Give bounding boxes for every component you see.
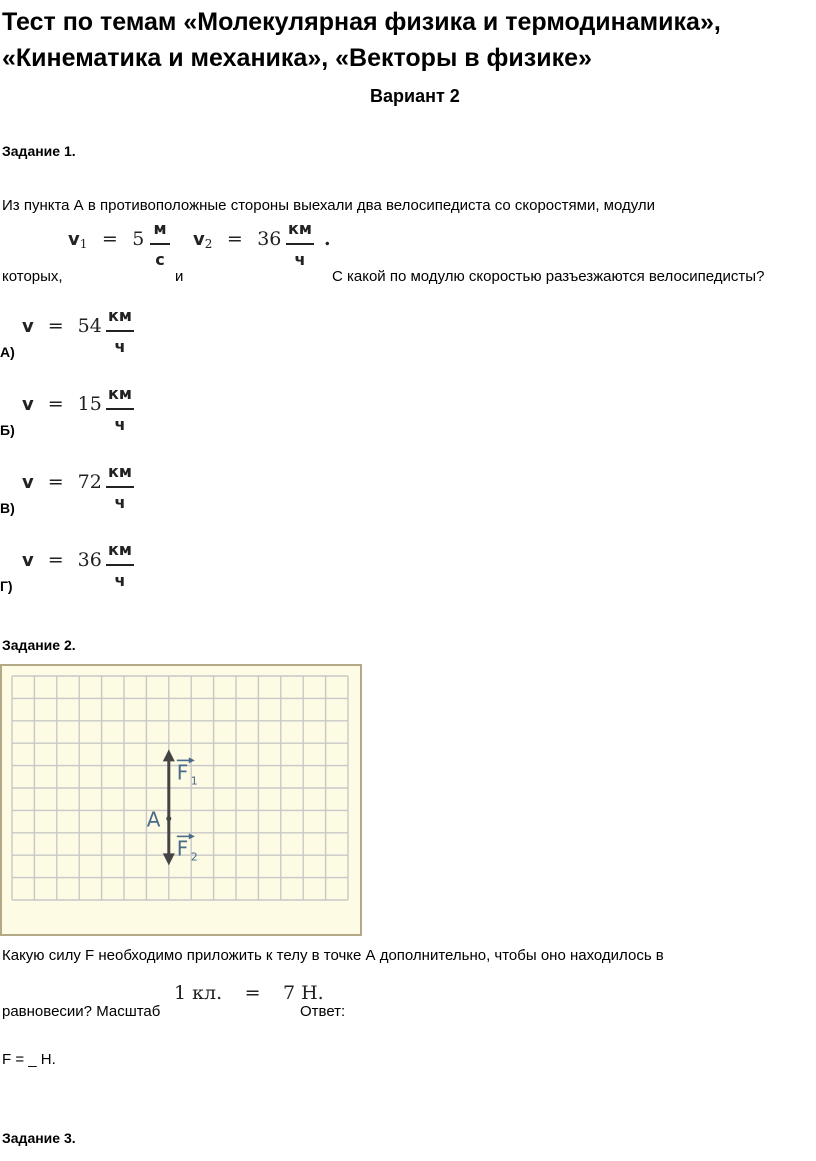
scale-equals: = (244, 982, 261, 1004)
option-value: 54 (77, 315, 102, 337)
option-equals: = (47, 315, 64, 337)
f1-label: F (176, 760, 189, 785)
option-label: Г) (0, 578, 13, 594)
v2-trailing-dot: . (324, 228, 331, 250)
task-1-text-line-1: Из пункта А в противоположные стороны выехали два велосипедиста со скоростями, модули (2, 197, 656, 214)
option-formula (22, 549, 102, 571)
task-1-and-text: и (175, 268, 184, 285)
option-formula (22, 315, 102, 337)
option-unit-fraction (106, 383, 134, 436)
point-a-dot (166, 816, 171, 821)
option-unit-denominator: ч (114, 336, 126, 356)
option-formula (22, 471, 102, 493)
option-fraction-bar (106, 330, 134, 332)
option-value: 15 (77, 393, 102, 415)
force-diagram-svg (0, 664, 362, 936)
option-symbol: v (22, 472, 34, 493)
title-line-1: Тест по темам «Молекулярная физика и термодинамика», (2, 8, 721, 36)
task-3-heading: Задание 3. (2, 1130, 76, 1146)
option-unit-numerator: км (108, 306, 132, 325)
point-a-label: A (146, 807, 161, 832)
f2-label: F (176, 836, 189, 861)
v1-subscript: 1 (79, 237, 88, 251)
option-unit-numerator: км (108, 540, 132, 559)
force-diagram (0, 664, 362, 936)
v1-equals: = (101, 228, 118, 250)
option-unit-fraction (106, 461, 134, 514)
answer-template: F = _ Н. (2, 1051, 56, 1068)
v1-unit-numerator: м (153, 219, 167, 238)
v1-unit-fraction (150, 218, 170, 271)
option-symbol: v (22, 394, 34, 415)
task-1-question: С какой по модулю скоростью разъезжаются велосипедисты? (332, 268, 765, 285)
v2-subscript: 2 (204, 237, 213, 251)
answer-label: Ответ: (300, 1003, 346, 1020)
diagram-frame (1, 665, 361, 935)
option-unit-numerator: км (108, 462, 132, 481)
option-unit-denominator: ч (114, 570, 126, 590)
option-label: А) (0, 344, 15, 360)
formula-v2 (193, 228, 281, 251)
f2-label-subscript: 2 (190, 850, 198, 864)
v2-equals: = (226, 228, 243, 250)
option-unit-fraction (106, 539, 134, 592)
task-2-heading: Задание 2. (2, 637, 76, 653)
variant-heading: Вариант 2 (370, 86, 460, 106)
option-value: 36 (77, 549, 102, 571)
option-value: 72 (77, 471, 102, 493)
option-symbol: v (22, 316, 34, 337)
option-label: Б) (0, 422, 15, 438)
task-2-question-line-2: равновесии? Масштаб (2, 1003, 161, 1020)
task-1-heading: Задание 1. (2, 143, 76, 159)
v1-symbol: v (68, 229, 80, 250)
v1-value: 5 (132, 228, 145, 250)
option-unit-numerator: км (108, 384, 132, 403)
v2-symbol: v (193, 229, 205, 250)
option-equals: = (47, 393, 64, 415)
scale-left: 1 кл. (174, 982, 223, 1004)
task-1-which-text: которых, (2, 268, 63, 285)
scale-formula (174, 982, 324, 1004)
title-line-2: «Кинематика и механика», «Векторы в физике» (2, 44, 592, 72)
v2-fraction-bar (286, 243, 314, 245)
v2-unit-fraction (286, 218, 314, 271)
option-fraction-bar (106, 486, 134, 488)
option-unit-fraction (106, 305, 134, 358)
option-formula (22, 393, 102, 415)
v2-unit-denominator: ч (294, 249, 306, 269)
scale-right: 7 Н. (282, 982, 324, 1004)
f1-label-subscript: 1 (190, 774, 198, 788)
v2-unit-numerator: км (288, 219, 312, 238)
v2-value: 36 (257, 228, 282, 250)
v1-fraction-bar (150, 243, 170, 245)
option-fraction-bar (106, 408, 134, 410)
task-2-question-line-1: Какую силу F необходимо приложить к телу в точке А дополнительно, чтобы оно находилось в (2, 947, 664, 964)
option-unit-denominator: ч (114, 414, 126, 434)
option-label: В) (0, 500, 15, 516)
option-symbol: v (22, 550, 34, 571)
v1-unit-denominator: с (155, 249, 165, 269)
option-equals: = (47, 471, 64, 493)
option-equals: = (47, 549, 64, 571)
option-unit-denominator: ч (114, 492, 126, 512)
option-fraction-bar (106, 564, 134, 566)
formula-v1 (68, 228, 144, 251)
